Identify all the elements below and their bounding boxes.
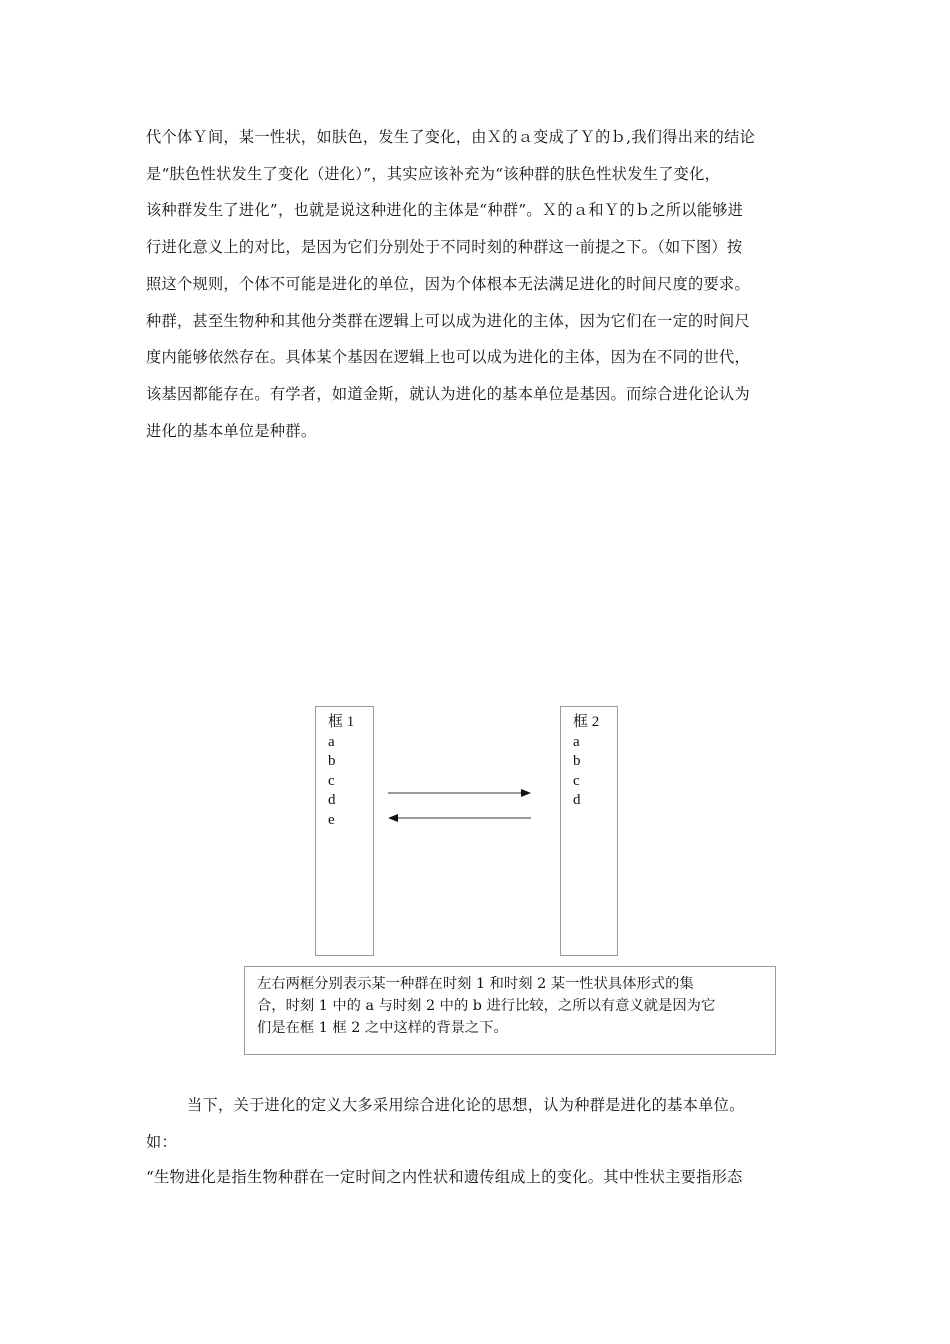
text-line: 如：: [146, 1132, 177, 1151]
box-1-item: e: [328, 811, 335, 828]
box-2-item: c: [573, 772, 580, 789]
box-1-item: b: [328, 753, 336, 770]
box-1-item: a: [328, 733, 335, 750]
body-paragraph-2: [146, 1087, 808, 1160]
figure-box-2: [560, 706, 618, 956]
box-1-item: c: [328, 772, 335, 789]
body-paragraph-3: [146, 1159, 808, 1196]
caption-line: 们是在框 1 框 2 之中这样的背景之下。: [257, 1020, 508, 1036]
arrow-left-head: [388, 814, 398, 822]
text-line: 代个体Ｙ间，某一性状，如肤色，发生了变化，由Ｘ的ａ变成了Ｙ的ｂ,我们得出来的结论: [146, 128, 756, 146]
comparison-arrows: [380, 780, 540, 830]
text-line: 当下，关于进化的定义大多采用综合进化论的思想，认为种群是进化的基本单位。: [146, 1096, 745, 1114]
box-2-item: d: [573, 792, 581, 809]
caption-line: 合，时刻 1 中的 a 与时刻 2 中的 b 进行比较，之所以有意义就是因为它: [257, 998, 716, 1014]
body-paragraph-1: [146, 119, 808, 449]
text-line: 照这个规则，个体不可能是进化的单位，因为个体根本无法满足进化的时间尺度的要求。: [146, 274, 751, 293]
box-1-title: 框 1: [328, 714, 355, 730]
text-line: “生物进化是指生物种群在一定时间之内性状和遗传组成上的变化。其中性状主要指形态: [146, 1168, 743, 1186]
text-line: 是“肤色性状发生了变化（进化）”，其实应该补充为“该种群的肤色性状发生了变化，: [146, 164, 721, 183]
box-1-item: d: [328, 792, 336, 809]
box-2-item: b: [573, 753, 581, 770]
text-line: 该种群发生了进化”，也就是说这种进化的主体是“种群”。Ｘ的ａ和Ｙ的ｂ之所以能够进: [146, 201, 744, 220]
caption-line: 左右两框分别表示某一种群在时刻 1 和时刻 2 某一性状具体形式的集: [257, 976, 694, 992]
arrow-right-head: [521, 789, 531, 797]
text-line: 种群，甚至生物种和其他分类群在逻辑上可以成为进化的主体，因为它们在一定的时间尺: [146, 311, 751, 330]
figure-box-1: [315, 706, 374, 956]
box-2-title: 框 2: [573, 714, 600, 730]
text-line: 该基因都能存在。有学者，如道金斯，就认为进化的基本单位是基因。而综合进化论认为: [146, 384, 751, 403]
text-line: 进化的基本单位是种群。: [146, 421, 317, 440]
text-line: 度内能够依然存在。具体某个基因在逻辑上也可以成为进化的主体，因为在不同的世代，: [146, 348, 751, 367]
figure-caption-box: [244, 966, 776, 1055]
text-line: 行进化意义上的对比，是因为它们分别处于不同时刻的种群这一前提之下。（如下图）按: [146, 238, 743, 257]
box-2-item: a: [573, 733, 580, 750]
